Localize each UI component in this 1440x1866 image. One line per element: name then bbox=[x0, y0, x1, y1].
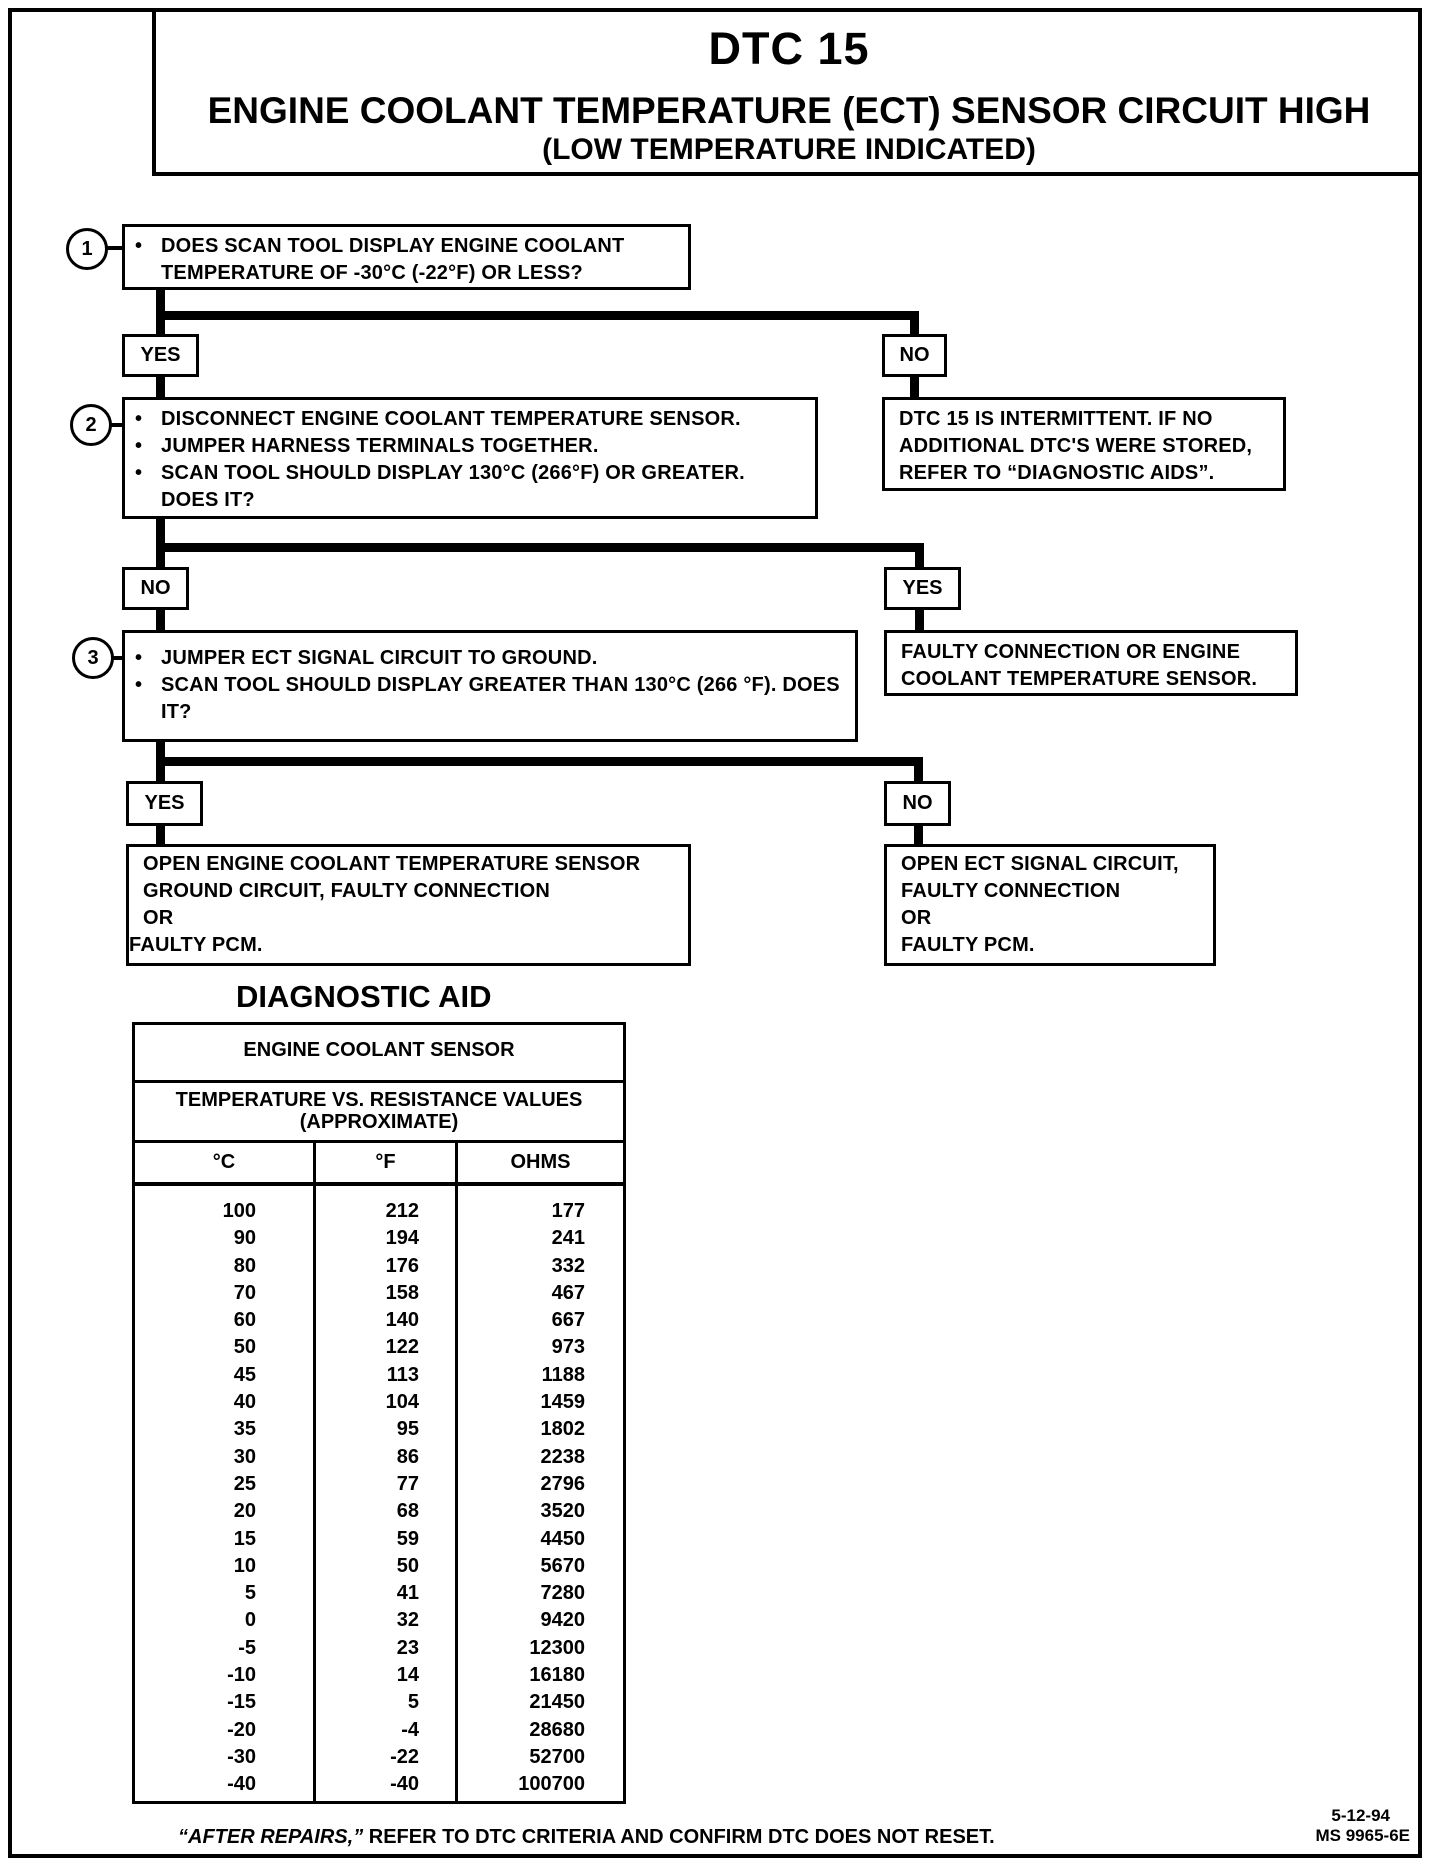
table-row bbox=[135, 1553, 313, 1580]
table-row bbox=[458, 1498, 623, 1525]
outcome-open-signal-line-3: OR bbox=[901, 907, 932, 929]
table-row bbox=[316, 1280, 455, 1307]
table-row bbox=[135, 1744, 313, 1771]
header-box bbox=[152, 8, 1422, 176]
outcome-open-signal-line-2: FAULTY CONNECTION bbox=[901, 880, 1121, 902]
step-1-question: • DOES SCAN TOOL DISPLAY ENGINE COOLANT TEMPERATURE OF -30°C (-22°F) OR LESS? bbox=[125, 233, 680, 287]
table-cell: 77 bbox=[396, 1472, 419, 1495]
table-row bbox=[316, 1334, 455, 1361]
table-row bbox=[316, 1635, 455, 1662]
table-cell: 176 bbox=[385, 1254, 419, 1277]
diagnostic-aid-heading: DIAGNOSTIC AID bbox=[236, 979, 492, 1014]
table-row bbox=[135, 1416, 313, 1443]
table-cell: -22 bbox=[390, 1745, 419, 1768]
table-row bbox=[458, 1471, 623, 1498]
footer-doc-number: MS 9965-6E bbox=[1315, 1826, 1410, 1845]
step-2-box bbox=[122, 397, 818, 519]
table-cell: 25 bbox=[233, 1472, 256, 1495]
connector bbox=[915, 610, 924, 632]
table-cell: 23 bbox=[396, 1636, 419, 1659]
table-row bbox=[458, 1635, 623, 1662]
table-subtitle-2: (APPROXIMATE) bbox=[299, 1111, 459, 1133]
table-cell: 1188 bbox=[541, 1363, 585, 1386]
table-row bbox=[316, 1471, 455, 1498]
page-subtitle: ENGINE COOLANT TEMPERATURE (ECT) SENSOR CIRCUIT HIGH bbox=[207, 90, 1371, 131]
table-col-f bbox=[316, 1198, 455, 1799]
step-3-number: 3 bbox=[72, 637, 114, 679]
table-cell: 5 bbox=[244, 1582, 256, 1605]
connector bbox=[156, 610, 165, 632]
table-row bbox=[316, 1225, 455, 1252]
after-repairs-label: “AFTER REPAIRS,” bbox=[178, 1826, 364, 1848]
table-header-c: °C bbox=[135, 1143, 316, 1182]
table-cell: -4 bbox=[401, 1718, 419, 1741]
step-1-number: 1 bbox=[66, 228, 108, 270]
table-row bbox=[135, 1253, 313, 1280]
table-row bbox=[316, 1307, 455, 1334]
table-row bbox=[135, 1580, 313, 1607]
page-title: DTC 15 bbox=[708, 23, 870, 74]
table-cell: -40 bbox=[390, 1773, 419, 1796]
table-row bbox=[135, 1498, 313, 1525]
table-cell: 41 bbox=[396, 1582, 419, 1605]
outcome-open-ground-line-2: GROUND CIRCUIT, FAULTY CONNECTION bbox=[143, 880, 550, 902]
table-row bbox=[458, 1771, 623, 1798]
connector bbox=[910, 311, 919, 336]
table-cell: -30 bbox=[227, 1745, 256, 1768]
table-header-ohms: OHMS bbox=[510, 1151, 571, 1173]
table-cell: 3520 bbox=[540, 1500, 585, 1523]
table-cell: 177 bbox=[551, 1200, 585, 1222]
table-row bbox=[135, 1607, 313, 1634]
table-row bbox=[135, 1717, 313, 1744]
table-cell: 9420 bbox=[540, 1609, 585, 1632]
outcome-open-ground-box bbox=[126, 844, 691, 966]
table-cell: -40 bbox=[227, 1773, 256, 1796]
table-cell: 212 bbox=[385, 1200, 419, 1222]
branch-s3-no: NO bbox=[884, 781, 951, 826]
page-subtitle-2: (LOW TEMPERATURE INDICATED) bbox=[542, 133, 1036, 166]
table-cell: 10 bbox=[233, 1554, 256, 1577]
table-row bbox=[458, 1198, 623, 1225]
step-3-box bbox=[122, 630, 858, 742]
table-cell: 100 bbox=[222, 1200, 256, 1222]
outcome-open-signal-line-4: FAULTY PCM. bbox=[901, 934, 1035, 956]
table-cell: 113 bbox=[386, 1363, 419, 1386]
table-row bbox=[316, 1198, 455, 1225]
table-row bbox=[458, 1689, 623, 1716]
table-row bbox=[458, 1280, 623, 1307]
branch-s1-yes: YES bbox=[122, 334, 199, 377]
table-cell: 52700 bbox=[529, 1745, 585, 1768]
table-cell: 20 bbox=[233, 1500, 256, 1523]
table-cell: 30 bbox=[233, 1445, 256, 1468]
table-cell: 68 bbox=[396, 1500, 419, 1523]
table-row bbox=[135, 1771, 313, 1798]
table-row bbox=[458, 1253, 623, 1280]
table-row bbox=[458, 1444, 623, 1471]
step-2-line-2: • JUMPER HARNESS TERMINALS TOGETHER. bbox=[125, 433, 807, 460]
table-row bbox=[458, 1717, 623, 1744]
table-row bbox=[135, 1471, 313, 1498]
table-cell: -5 bbox=[238, 1636, 256, 1659]
table-cell: 0 bbox=[244, 1609, 256, 1632]
table-row bbox=[316, 1771, 455, 1798]
table-col-c bbox=[135, 1198, 313, 1799]
table-row bbox=[458, 1362, 623, 1389]
connector bbox=[156, 311, 919, 320]
table-row bbox=[316, 1389, 455, 1416]
table-cell: 45 bbox=[233, 1363, 256, 1386]
table-row bbox=[458, 1526, 623, 1553]
footer-date: 5-12-94 bbox=[1331, 1806, 1390, 1825]
footer-note bbox=[178, 1826, 995, 1849]
table-row bbox=[135, 1362, 313, 1389]
step-3-line-2: • SCAN TOOL SHOULD DISPLAY GREATER THAN 130°C (266 °F). DOES IT? bbox=[125, 672, 847, 726]
table-cell: 35 bbox=[233, 1418, 256, 1441]
connector bbox=[156, 377, 165, 399]
table-cell: 7280 bbox=[540, 1582, 585, 1605]
connector bbox=[156, 757, 923, 766]
table-cell: 59 bbox=[396, 1527, 419, 1550]
after-repairs-text: REFER TO DTC CRITERIA AND CONFIRM DTC DOES NOT RESET. bbox=[363, 1826, 995, 1848]
step-2-number: 2 bbox=[70, 404, 112, 446]
table-cell: -15 bbox=[227, 1691, 256, 1714]
table-cell: 90 bbox=[233, 1227, 256, 1250]
table-cell: 5670 bbox=[540, 1554, 585, 1577]
step-3-line-1: • JUMPER ECT SIGNAL CIRCUIT TO GROUND. bbox=[125, 645, 847, 672]
table-cell: 50 bbox=[233, 1336, 256, 1359]
table-row bbox=[135, 1280, 313, 1307]
connector bbox=[156, 826, 165, 846]
table-row bbox=[135, 1689, 313, 1716]
branch-s2-yes: YES bbox=[884, 567, 961, 610]
table-cell: 158 bbox=[385, 1281, 419, 1304]
table-header-f: °F bbox=[316, 1143, 458, 1182]
outcome-intermittent: DTC 15 IS INTERMITTENT. IF NO ADDITIONAL DTC'S WERE STORED, REFER TO “DIAGNOSTIC AIDS”. bbox=[899, 408, 1253, 484]
table-col-ohms bbox=[458, 1198, 623, 1799]
table-cell: 80 bbox=[233, 1254, 256, 1277]
outcome-faulty-sensor-box bbox=[884, 630, 1298, 696]
step-1-leader bbox=[107, 246, 123, 250]
outcome-intermittent-box bbox=[882, 397, 1286, 491]
table-cell: 1459 bbox=[540, 1391, 585, 1414]
table-row bbox=[316, 1580, 455, 1607]
table-cell: 122 bbox=[385, 1336, 419, 1359]
outcome-open-ground-line-4: FAULTY PCM. bbox=[129, 934, 263, 956]
table-row bbox=[458, 1334, 623, 1361]
table-cell: 40 bbox=[233, 1391, 256, 1414]
connector bbox=[915, 543, 924, 569]
table-cell: 332 bbox=[551, 1254, 585, 1277]
connector bbox=[914, 757, 923, 783]
table-cell: 241 bbox=[551, 1227, 585, 1250]
table-cell: 95 bbox=[396, 1418, 419, 1441]
outcome-faulty-sensor: FAULTY CONNECTION OR ENGINE COOLANT TEMPERATURE SENSOR. bbox=[901, 641, 1258, 690]
table-row bbox=[316, 1662, 455, 1689]
table-cell: 467 bbox=[551, 1281, 585, 1304]
outcome-open-signal-line-1: OPEN ECT SIGNAL CIRCUIT, bbox=[901, 853, 1179, 875]
connector bbox=[914, 826, 923, 846]
table-row bbox=[135, 1198, 313, 1225]
table-cell: 5 bbox=[407, 1691, 419, 1714]
table-row bbox=[316, 1526, 455, 1553]
branch-s3-yes: YES bbox=[126, 781, 203, 826]
outcome-open-ground-line-3: OR bbox=[143, 907, 174, 929]
table-row bbox=[458, 1607, 623, 1634]
table-cell: 194 bbox=[385, 1227, 419, 1250]
table-row bbox=[135, 1225, 313, 1252]
table-cell: 60 bbox=[233, 1309, 256, 1332]
table-cell: 104 bbox=[385, 1391, 419, 1414]
table-row bbox=[458, 1662, 623, 1689]
table-row bbox=[316, 1553, 455, 1580]
outcome-open-signal-box bbox=[884, 844, 1216, 966]
step-2-line-1: • DISCONNECT ENGINE COOLANT TEMPERATURE SENSOR. bbox=[125, 406, 807, 433]
table-cell: 1802 bbox=[540, 1418, 585, 1441]
table-row bbox=[316, 1362, 455, 1389]
table-row bbox=[458, 1416, 623, 1443]
table-cell: 28680 bbox=[529, 1718, 585, 1741]
table-cell: -10 bbox=[227, 1664, 256, 1687]
table-row bbox=[135, 1334, 313, 1361]
table-cell: 12300 bbox=[529, 1636, 585, 1659]
table-cell: 70 bbox=[233, 1281, 256, 1304]
connector bbox=[156, 543, 924, 552]
step-2-line-3: • SCAN TOOL SHOULD DISPLAY 130°C (266°F) OR GREATER. DOES IT? bbox=[125, 460, 807, 514]
branch-s2-no: NO bbox=[122, 567, 189, 610]
table-cell: 100700 bbox=[518, 1773, 585, 1796]
table-cell: 2238 bbox=[540, 1445, 585, 1468]
table-row bbox=[316, 1498, 455, 1525]
table-subtitle: TEMPERATURE VS. RESISTANCE VALUES bbox=[175, 1089, 583, 1111]
table-row bbox=[316, 1717, 455, 1744]
table-cell: 667 bbox=[551, 1309, 585, 1332]
table-row bbox=[135, 1389, 313, 1416]
outcome-open-ground-line-1: OPEN ENGINE COOLANT TEMPERATURE SENSOR bbox=[143, 853, 641, 875]
table-cell: 86 bbox=[396, 1445, 419, 1468]
table-cell: 14 bbox=[396, 1664, 419, 1687]
table-row bbox=[135, 1307, 313, 1334]
table-row bbox=[135, 1662, 313, 1689]
table-row bbox=[316, 1607, 455, 1634]
table-cell: 15 bbox=[233, 1527, 256, 1550]
table-title: ENGINE COOLANT SENSOR bbox=[135, 1025, 623, 1083]
table-row bbox=[316, 1689, 455, 1716]
table-cell: 16180 bbox=[529, 1664, 585, 1687]
table-row bbox=[458, 1553, 623, 1580]
table-row bbox=[316, 1744, 455, 1771]
table-cell: 21450 bbox=[529, 1691, 585, 1714]
table-row bbox=[135, 1444, 313, 1471]
table-cell: 973 bbox=[551, 1336, 585, 1359]
branch-s1-no: NO bbox=[882, 334, 947, 377]
table-row bbox=[316, 1444, 455, 1471]
table-row bbox=[458, 1307, 623, 1334]
connector bbox=[910, 377, 919, 399]
table-row bbox=[316, 1253, 455, 1280]
table-cell: 4450 bbox=[540, 1527, 585, 1550]
table-cell: -20 bbox=[227, 1718, 256, 1741]
table-row bbox=[458, 1580, 623, 1607]
table-row bbox=[135, 1635, 313, 1662]
table-row bbox=[135, 1526, 313, 1553]
table-cell: 140 bbox=[385, 1309, 419, 1332]
table-row bbox=[458, 1744, 623, 1771]
table-row bbox=[316, 1416, 455, 1443]
table-cell: 50 bbox=[396, 1554, 419, 1577]
table-row bbox=[458, 1225, 623, 1252]
step-1-box bbox=[122, 224, 691, 290]
table-row bbox=[458, 1389, 623, 1416]
table-cell: 2796 bbox=[540, 1472, 585, 1495]
diagnostic-table bbox=[132, 1022, 626, 1804]
table-cell: 32 bbox=[396, 1609, 419, 1632]
